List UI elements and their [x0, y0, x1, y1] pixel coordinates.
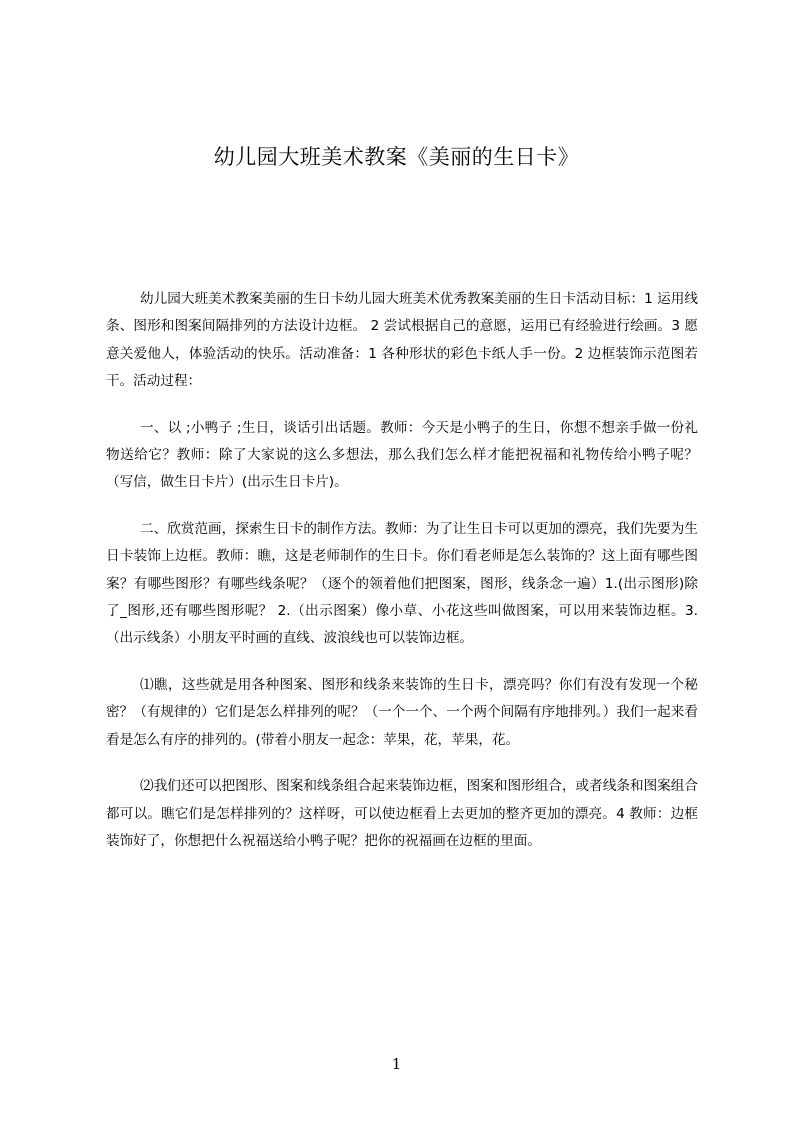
paragraph-step-one: 一、以 ;小鸭子 ;生日，谈话引出话题。教师：今天是小鸭子的生日，你想不想亲手做一份礼物送给它？教师：除了大家说的这么多想法，那么我们怎么样才能把祝福和礼物传给小鸭子呢？（写信，做生日卡片）(出示生日卡片)。: [106, 419, 698, 491]
paragraph-sub-one: ⑴瞧，这些就是用各种图案、图形和线条来装饰的生日卡，漂亮吗？你们有没有发现一个秘密？（有规律的）它们是怎么样排列的呢？（一个一个、一个两个间隔有序地排列。）我们一起来看看是怎么有序的排列的。(带着小朋友一起念：苹果，花，苹果，花。: [106, 676, 698, 748]
document-title: 幼儿园大班美术教案《美丽的生日卡》: [213, 145, 580, 169]
page-number: 1: [391, 1055, 402, 1073]
paragraph-objectives: 幼儿园大班美术教案美丽的生日卡幼儿园大班美术优秀教案美丽的生日卡活动目标：1 运用线条、图形和图案间隔排列的方法设计边框。 2 尝试根据自己的意愿，运用已有经验进行绘画。3 愿意关爱他人，体验活动的快乐。活动准备：1 各种形状的彩色卡纸人手一份。2 边框装饰示范图若干。活动过程：: [106, 291, 698, 390]
document-body: [106, 286, 698, 874]
paragraph-step-two: 二、欣赏范画，探索生日卡的制作方法。教师：为了让生日卡可以更加的漂亮，我们先要为生日卡装饰上边框。教师：瞧，这是老师制作的生日卡。你们看老师是怎么装饰的？这上面有哪些图案？有哪些图形？有哪些线条呢？（逐个的领着他们把图案，图形，线条念一遍）1.(出示图形)除了_图形,还有哪些图形呢？ 2.（出示图案）像小草、小花这些叫做图案，可以用来装饰边框。3.（出示线条）小朋友平时画的直线、波浪线也可以装饰边框。: [106, 520, 698, 647]
paragraph-sub-two: ⑵我们还可以把图形、图案和线条组合起来装饰边框，图案和图形组合，或者线条和图案组合都可以。瞧它们是怎样排列的？这样呀，可以使边框看上去更加的整齐更加的漂亮。4 教师：边框装饰好了，你想把什么祝福送给小鸭子呢？把你的祝福画在边框的里面。: [106, 778, 698, 849]
